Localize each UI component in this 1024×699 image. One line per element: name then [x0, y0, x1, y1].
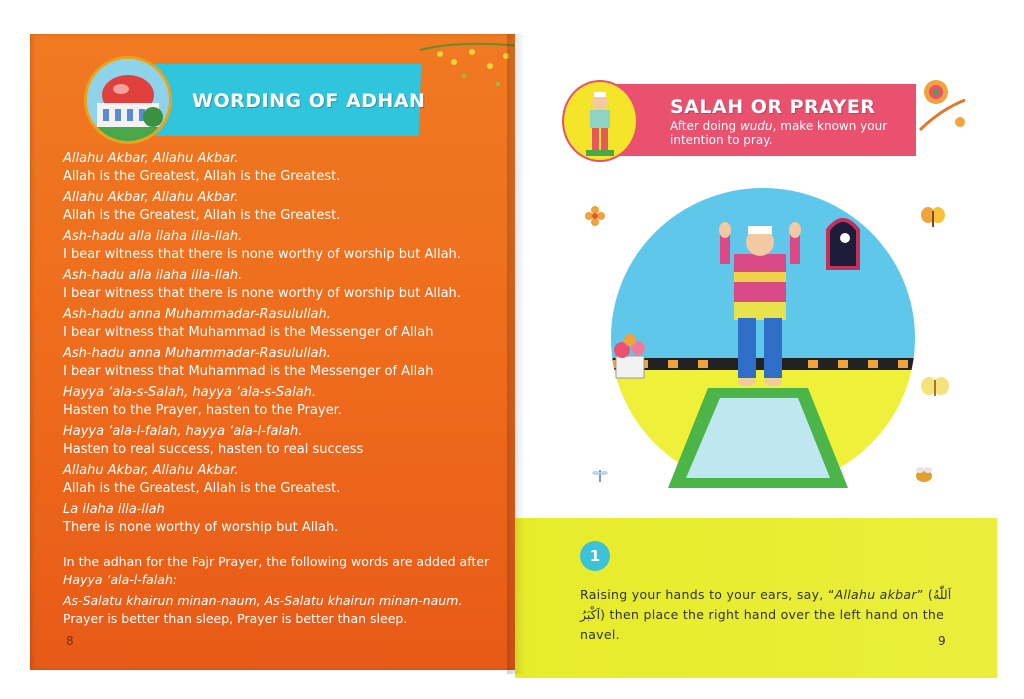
adhan-english: I bear witness that there is none worthy of worship but Allah.	[63, 247, 461, 262]
prayer-illustration	[598, 188, 928, 498]
adhan-line	[63, 306, 503, 345]
butterfly-icon	[920, 374, 950, 400]
mosque-badge	[84, 56, 172, 144]
adhan-english: Hasten to the Prayer, hasten to the Prayer.	[63, 403, 342, 418]
flower-decoration-icon	[910, 70, 970, 140]
adhan-wording	[63, 150, 503, 540]
adhan-arabic: Hayya ‘ala-l-falah, hayya ‘ala-l-falah.	[63, 424, 303, 439]
subtitle-emphasis: wudu	[739, 119, 773, 133]
adhan-line	[63, 501, 503, 540]
step-phrase: Allahu akbar	[834, 587, 917, 602]
adhan-english: Allah is the Greatest, Allah is the Greatest.	[63, 169, 341, 184]
right-page-subtitle	[670, 119, 910, 147]
step-number-badge: 1	[580, 541, 610, 571]
vine-decoration-icon	[420, 40, 520, 100]
adhan-english: I bear witness that Muhammad is the Messenger of Allah	[63, 325, 434, 340]
adhan-english: I bear witness that Muhammad is the Messenger of Allah	[63, 364, 434, 379]
subtitle-text: After doing	[670, 119, 740, 133]
step-instruction	[580, 585, 960, 645]
fajr-note	[63, 553, 503, 589]
adhan-arabic: Ash-hadu alla ilaha illa-llah.	[63, 268, 243, 283]
fajr-english: Prayer is better than sleep, Prayer is better than sleep.	[63, 611, 408, 626]
adhan-arabic: Ash-hadu alla ilaha illa-llah.	[63, 229, 243, 244]
fajr-note-phrase: Hayya ‘ala-l-falah:	[63, 572, 178, 587]
adhan-line	[63, 228, 503, 267]
adhan-line	[63, 423, 503, 462]
adhan-line	[63, 189, 503, 228]
praying-boy-badge	[562, 80, 638, 162]
fajr-note-text: In the adhan for the Fajr Prayer, the following words are added after	[63, 554, 490, 569]
mosque-icon	[87, 59, 169, 141]
flower-icon	[584, 205, 606, 227]
page-number-left: 8	[66, 634, 74, 648]
adhan-line	[63, 462, 503, 501]
adhan-line	[63, 150, 503, 189]
adhan-line	[63, 345, 503, 384]
adhan-english: Hasten to real success, hasten to real success	[63, 442, 364, 457]
adhan-line	[63, 267, 503, 306]
dragonfly-icon	[592, 468, 608, 482]
butterfly-icon	[920, 205, 946, 231]
adhan-arabic: Hayya ‘ala-s-Salah, hayya ‘ala-s-Salah.	[63, 385, 317, 400]
adhan-line	[63, 384, 503, 423]
left-page-title: WORDING OF ADHAN	[192, 90, 426, 112]
step-text: ” (اَللّٰهُ اَكْبَرُ) then place the right hand over the left hand on the navel.	[580, 587, 952, 642]
subtitle-text: , make known your intention to pray.	[670, 119, 888, 147]
praying-boy-icon	[564, 82, 636, 160]
adhan-english: I bear witness that there is none worthy of worship but Allah.	[63, 286, 461, 301]
fajr-arabic: As-Salatu khairun minan-naum, As-Salatu khairun minan-naum.	[63, 593, 463, 608]
adhan-english: There is none worthy of worship but Allah.	[63, 520, 339, 535]
adhan-english: Allah is the Greatest, Allah is the Greatest.	[63, 208, 341, 223]
fajr-addition	[63, 592, 503, 628]
adhan-arabic: Ash-hadu anna Muhammadar-Rasulullah.	[63, 346, 331, 361]
bee-icon	[912, 464, 936, 486]
adhan-english: Allah is the Greatest, Allah is the Greatest.	[63, 481, 341, 496]
adhan-arabic: La ilaha illa-llah	[63, 502, 165, 517]
page-number-right: 9	[938, 634, 946, 648]
book-spine	[507, 34, 525, 674]
adhan-arabic: Allahu Akbar, Allahu Akbar.	[63, 463, 239, 478]
adhan-arabic: Ash-hadu anna Muhammadar-Rasulullah.	[63, 307, 331, 322]
right-page-title: SALAH OR PRAYER	[670, 96, 876, 118]
step-text: Raising your hands to your ears, say, “	[580, 587, 835, 602]
adhan-arabic: Allahu Akbar, Allahu Akbar.	[63, 190, 239, 205]
adhan-arabic: Allahu Akbar, Allahu Akbar.	[63, 151, 239, 166]
